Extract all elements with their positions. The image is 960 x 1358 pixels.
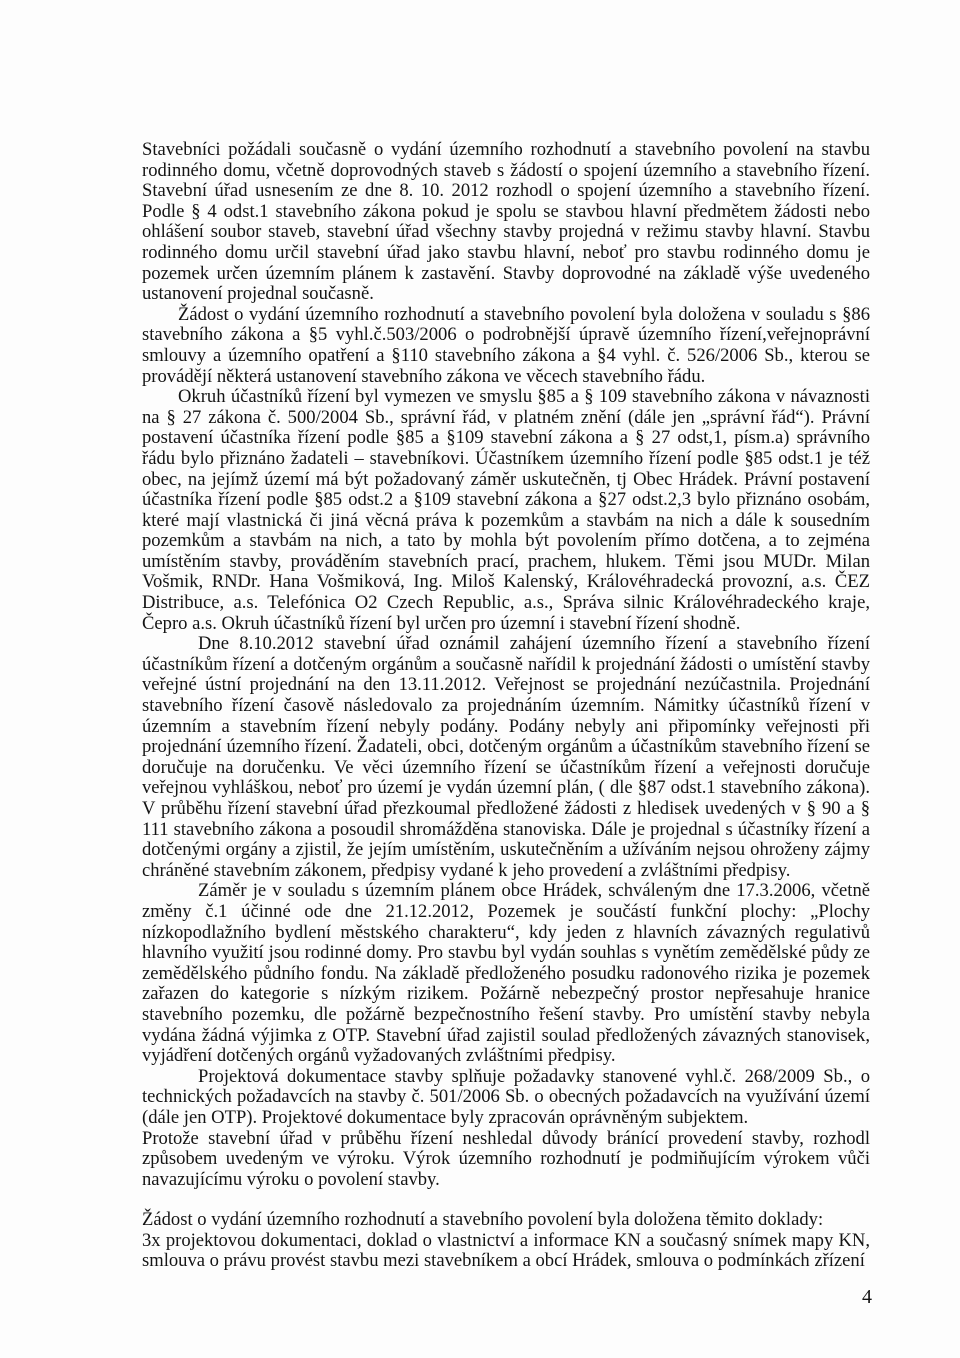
- paragraph-attachments-heading: Žádost o vydání územního rozhodnutí a stavebního povolení byla doložena těmito doklady:: [142, 1209, 824, 1231]
- paragraph-project-documentation: Projektová dokumentace stavby splňuje požadavky stanovené vyhl.č. 268/2009 Sb., o technických požadavcích na stavby č. 501/2006 Sb. o obecných požadavcích na využívání území (dále jen OTP). Projektové dokumentace byly zpracován oprávněným subjektem.: [142, 1065, 870, 1128]
- paragraph-participants: Okruh účastníků řízení byl vymezen ve smyslu §85 a § 109 stavebního zákona v návaznosti na § 27 zákona č. 500/2004 Sb., správní řád, v platném znění (dále jen „správní řád“). Právní postavení účastníka řízení podle §85 a §109 stavební zákona a § 27 odst,1, písm.a) správního řádu bylo přiznáno žadateli – stavebníkovi. Účastníkem územního řízení podle §85 odst.1 je též obec, na jejímž území má být požadovaný záměr uskutečněn, tj Obec Hrádek. Právní postavení účastníka řízení podle §85 odst.2 a §109 stavební zákona a §27 odst.2,3 bylo přiznáno osobám, které mají vlastnická či jiná věcná práva k pozemkům a stavbám na nich a dále k sousedním pozemkům a stavbám na nich, a tato by mohla být povolením přímo dotčena, a to zejména umístěním stavby, prováděním stavebních prací, prachem, hlukem. Těmi jsou MUDr. Milan Vošmik, RNDr. Hana Vošmiková, Ing. Miloš Kalenský, Královéhradecká provozní, a.s. ČEZ Distribuce, a.s. Telefónica O2 Czech Republic, a.s., Správa silnic Královéhradeckého kraje, Čepro a.s. Okruh účastníků řízení byl určen pro územní i stavební řízení shodně.: [142, 386, 870, 634]
- paragraph-attachments-list: 3x projektovou dokumentaci, doklad o vlastnictví a informace KN a současný snímek mapy KN, smlouva o právu provést stavbu mezi stavebníkem a obcí Hrádek, smlouva o podmínkách zřízení: [142, 1229, 870, 1272]
- paragraph-proceedings-notice: Dne 8.10.2012 stavební úřad oznámil zahájení územního řízení a stavebního řízení účastníkům řízení a dotčeným orgánům a současně nařídil k projednání žádosti o umístění stavby veřejné ústní projednání na den 13.11.2012. Veřejnost se projednání nezúčastnila. Projednání stavebního řízení časově následovalo za projednáním územním. Námitky účastníků řízení v územním a stavebním řízení nebyly podány. Podány nebyly ani připomínky veřejnosti při projednání územního řízení. Žadateli, obci, dotčeným orgánům a účastníkům stavebního řízení se doručuje na doručenku. Ve věci územního řízení se účastníkům řízení a veřejnosti doručuje veřejnou vyhláškou, neboť pro území je vydán územní plán, ( dle §87 odst.1 stavebního zákona). V průběhu řízení stavební úřad přezkoumal předložené žádosti z hledisek uvedených v § 90 a § 111 stavebního zákona a posoudil shromážděna stanoviska. Dále je projednal s účastníky řízení a dotčenými orgány a zjistil, že jejím umístěním, uskutečněním a užíváním nejsou ohroženy zájmy chráněné stavebním zákonem, předpisy vydané k jeho provedení a zvláštními předpisy.: [142, 633, 870, 881]
- paragraph-zoning-plan: Záměr je v souladu s územním plánem obce Hrádek, schváleným dne 17.3.2006, včetně změny č.1 účinné ode dne 21.12.2012, Pozemek je součástí funkční plochy: „Plochy nízkopodlažního bydlení městského charakteru“, kdy jeden z hlavních závazných regulativů hlavního využití jsou rodinné domy. Pro stavbu byl vydán souhlas s vynětím zemědělské půdy ze zemědělského půdního fondu. Na základě předloženého posudku radonového rizika je pozemek zařazen do kategorie s nízkým rizikem. Požárně nebezpečný prostor nepřesahuje hranice stavebního pozemku, dle požárně bezpečnostního řešení stavby. Pro umístění stavby nebyla vydána žádná výjimka z OTP. Stavební úřad zajistil soulad předložených závazných stanovisek, vyjádření dotčených orgánů vyžadovaných zvláštními předpisy.: [142, 880, 870, 1067]
- paragraph-decision-reasoning: Protože stavební úřad v průběhu řízení neshledal důvody bránící provedení stavby, rozhodl způsobem uvedeným ve výroku. Výrok územního rozhodnutí je podmiňujícím výrokem vůči navazujícímu výroku o povolení stavby.: [142, 1127, 870, 1190]
- paragraph-application-documents: Žádost o vydání územního rozhodnutí a stavebního povolení byla doložena v souladu s §86 stavebního zákona a §5 vyhl.č.503/2006 o podrobnější úpravě územního řízení,veřejnoprávní smlouvy a územního opatření a §110 stavebního zákona a §4 vyhl. č. 526/2006 Sb., kterou se provádějí některá ustanovení stavebního zákona ve věcech stavebního řádu.: [142, 303, 870, 387]
- page-number: 4: [862, 1286, 872, 1308]
- paragraph-joint-proceedings: Stavebníci požádali současně o vydání územního rozhodnutí a stavebního povolení na stavbu rodinného domu, včetně doprovodných staveb s žádostí o spojení územního a stavebního řízení. Stavební úřad usnesením ze dne 8. 10. 2012 rozhodl o spojení územního a stavebního řízení. Podle § 4 odst.1 stavebního zákona pokud je spolu se stavbou hlavní předmětem žádosti nebo ohlášení soubor staveb, stavební úřad všechny stavby projedná v režimu stavby hlavní. Stavbu rodinného domu určil stavební úřad jako stavbu hlavní, neboť pro stavbu rodinného domu je pozemek určen územním plánem k zastavění. Stavby doprovodné na základě výše uvedeného ustanovení projednal současně.: [142, 139, 870, 305]
- document-body: [142, 140, 870, 1272]
